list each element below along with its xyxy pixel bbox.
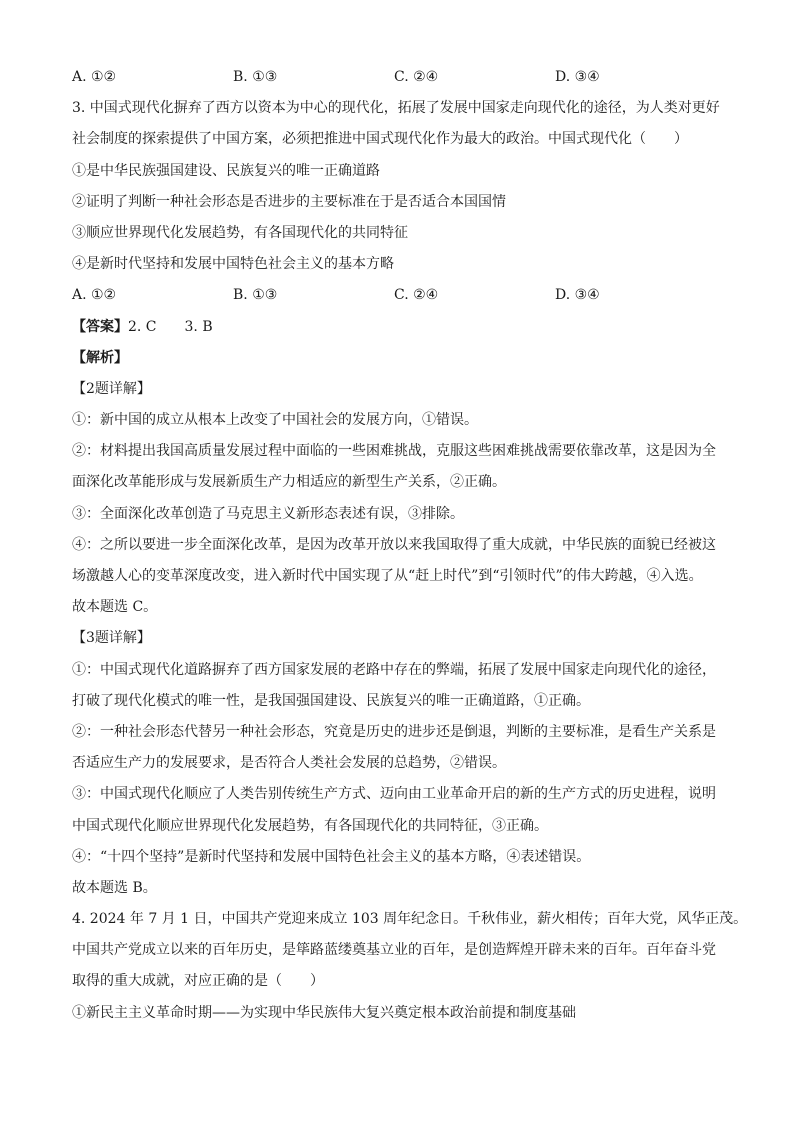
q2-detail-line-1: ①：新中国的成立从根本上改变了中国社会的发展方向，①错误。: [72, 412, 478, 429]
q3-detail-line-3: ②：一种社会形态代替另一种社会形态，究竟是历史的进步还是倒退，判断的主要标准，是看生产关系是: [72, 723, 716, 740]
q4-stem-line-3: 取得的重大成就，对应正确的是（ ）: [72, 973, 324, 990]
q3-option-c: C. ②④: [394, 287, 439, 304]
q3-option-a: A. ①②: [72, 287, 117, 304]
q2-detail-line-2: ②：材料提出我国高质量发展过程中面临的一些困难挑战，克服这些困难挑战需要依靠改革，这是因为全: [72, 443, 716, 460]
option-d: D. ③④: [555, 69, 600, 85]
q3-stem-line-2: 社会制度的探索提供了中国方案，必须把推进中国式现代化作为最大的政治。中国式现代化（ ）: [72, 131, 688, 148]
q3-item-3: ③顺应世界现代化发展趋势，有各国现代化的共同特征: [72, 224, 408, 241]
q3-item-2: ②证明了判断一种社会形态是否进步的主要标准在于是否适合本国国情: [72, 193, 506, 210]
q3-options: [72, 280, 722, 311]
q3-detail-line-7: ④：“十四个坚持”是新时代坚持和发展中国特色社会主义的基本方略，④表述错误。: [72, 848, 591, 865]
q3-detail-line-5: ③：中国式现代化顺应了人类告别传统生产方式、迈向由工业革命开启的新的生产方式的历史进程，说明: [72, 786, 716, 803]
option-a: A. ①②: [72, 69, 117, 85]
q4-stem-line-2: 中国共产党成立以来的百年历史，是筚路蓝缕奠基立业的百年，是创造辉煌开辟未来的百年。百年奋斗党: [72, 942, 716, 959]
answer-value: 2. C 3. B: [128, 318, 213, 335]
q3-detail-heading: 【3题详解】: [72, 630, 151, 647]
q3-item-1: ①是中华民族强国建设、民族复兴的唯一正确道路: [72, 162, 380, 179]
q3-detail-line-4: 否适应生产力的发展要求，是否符合人类社会发展的总趋势，②错误。: [72, 755, 506, 772]
q3-detail-line-6: 中国式现代化顺应世界现代化发展趋势，有各国现代化的共同特征，③正确。: [72, 817, 548, 834]
document-page: [72, 62, 748, 1029]
q4-stem-line-1: 4. 2024 年 7 月 1 日，中国共产党迎来成立 103 周年纪念日。千秋伟业，薪火相传；百年大党，风华正茂。: [72, 911, 748, 928]
q3-detail-line-1: ①：中国式现代化道路摒弃了西方国家发展的老路中存在的弊端，拓展了发展中国家走向现代化的途径，: [72, 661, 716, 678]
top-options: [72, 62, 722, 93]
option-c: C. ②④: [394, 69, 439, 85]
q2-detail-line-3: 面深化改革能形成与发展新质生产力相适应的新型生产关系，②正确。: [72, 474, 506, 491]
q3-stem-line-1: 3. 中国式现代化摒弃了西方以资本为中心的现代化，拓展了发展中国家走向现代化的途径，为人类对更好: [72, 100, 720, 117]
q3-option-b: B. ①③: [233, 287, 278, 304]
q2-detail-line-5: ④：之所以要进一步全面深化改革，是因为改革开放以来我国取得了重大成就，中华民族的面貌已经被这: [72, 536, 716, 553]
q4-item-1: ①新民主主义革命时期——为实现中华民族伟大复兴奠定根本政治前提和制度基础: [72, 1004, 576, 1021]
answer-label: 【答案】: [72, 318, 128, 335]
analysis-label: 【解析】: [72, 349, 128, 366]
q2-detail-line-4: ③：全面深化改革创造了马克思主义新形态表述有误，③排除。: [72, 505, 464, 522]
q2-detail-conclusion: 故本题选 C。: [72, 599, 158, 616]
q3-detail-line-2: 打破了现代化模式的唯一性，是我国强国建设、民族复兴的唯一正确道路，①正确。: [72, 692, 590, 709]
q3-option-d: D. ③④: [555, 287, 600, 304]
q3-detail-conclusion: 故本题选 B。: [72, 879, 157, 896]
q2-detail-line-6: 场激越人心的变革深度改变，进入新时代中国实现了从“赶上时代”到“引领时代”的伟大跨越，④入选。: [72, 568, 703, 584]
q2-detail-heading: 【2题详解】: [72, 380, 151, 397]
option-b: B. ①③: [233, 69, 278, 85]
q3-item-4: ④是新时代坚持和发展中国特色社会主义的基本方略: [72, 256, 394, 273]
answer-line: [72, 312, 722, 343]
